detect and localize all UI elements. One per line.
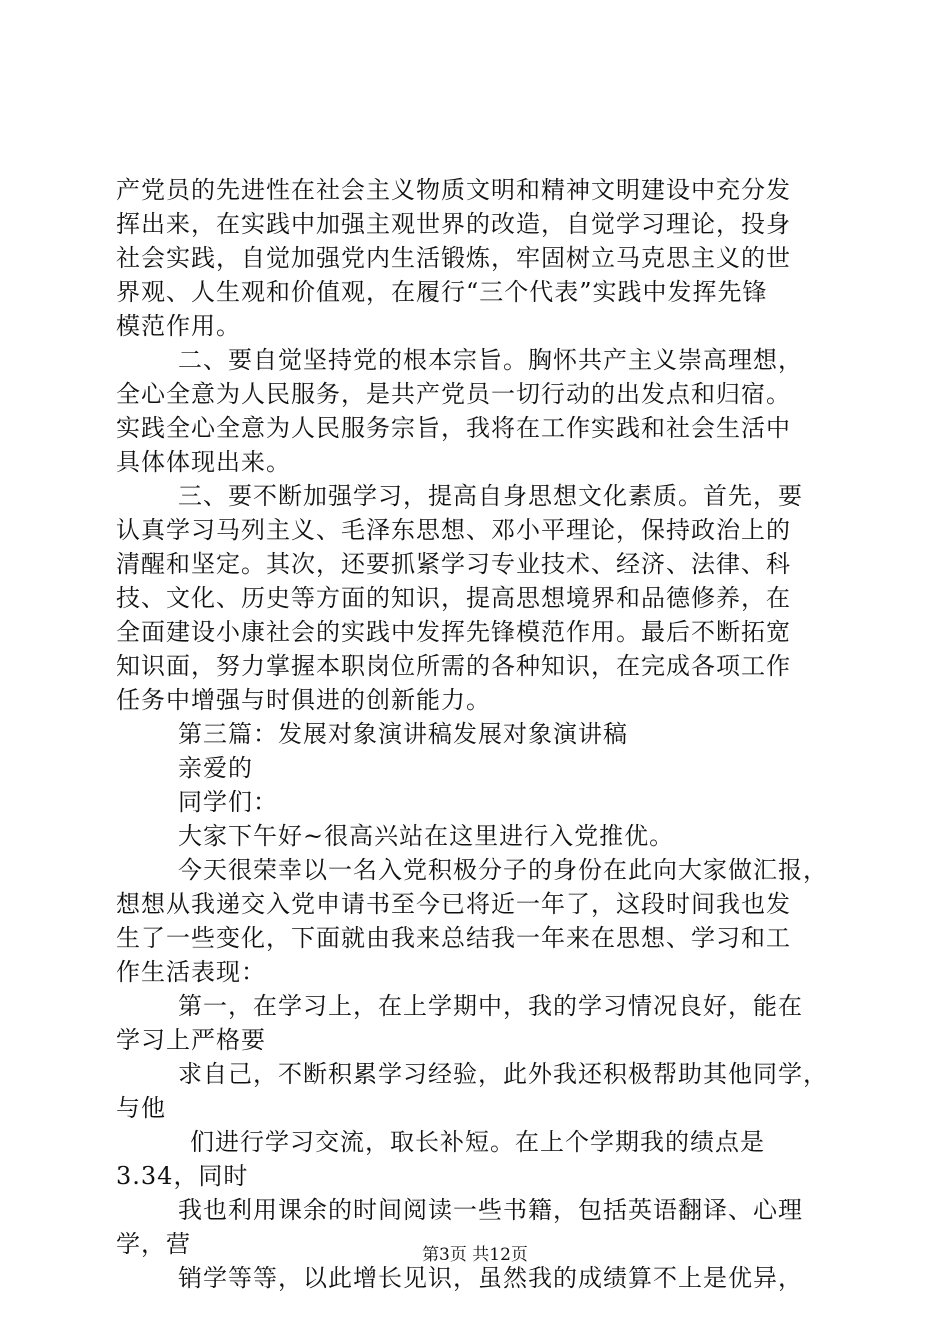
text-line: 模范作用。 — [116, 312, 241, 340]
text-line: 全面建设小康社会的实践中发挥先锋模范作用。最后不断拓宽 — [116, 618, 791, 646]
text-line: 界观、人生观和价值观，在履行“三个代表”实践中发挥先锋 — [116, 278, 768, 306]
greeting-line: 大家下午好~很高兴站在这里进行入党推优。 — [178, 822, 675, 850]
text-line: 产党员的先进性在社会主义物质文明和精神文明建设中充分发 — [116, 176, 791, 204]
paragraph-start: 第一，在学习上，在上学期中，我的学习情况良好，能在 — [178, 992, 803, 1020]
paragraph-start: 今天很荣幸以一名入党积极分子的身份在此向大家做汇报， — [178, 856, 828, 884]
text-line: 求自己，不断积累学习经验，此外我还积极帮助其他同学， — [178, 1060, 828, 1088]
text-line: 生了一些变化，下面就由我来总结我一年来在思想、学习和工 — [116, 924, 791, 952]
paragraph-start: 三、要不断加强学习，提高自身思想文化素质。首先，要 — [178, 482, 803, 510]
text-line: 学习上严格要 — [116, 1026, 266, 1054]
text-line: 技、文化、历史等方面的知识，提高思想境界和品德修养，在 — [116, 584, 791, 612]
text-line: 任务中增强与时俱进的创新能力。 — [116, 686, 491, 714]
text-line: 3.34，同时 — [116, 1162, 249, 1190]
text-line: 认真学习马列主义、毛泽东思想、邓小平理论，保持政治上的 — [116, 516, 791, 544]
section-heading: 第三篇：发展对象演讲稿发展对象演讲稿 — [178, 720, 628, 748]
text-line: 清醒和坚定。其次，还要抓紧学习专业技术、经济、法律、科 — [116, 550, 791, 578]
text-line: 们进行学习交流，取长补短。在上个学期我的绩点是 — [190, 1128, 765, 1156]
text-line: 挥出来，在实践中加强主观世界的改造，自觉学习理论，投身 — [116, 210, 791, 238]
text-line: 学，营 — [116, 1230, 191, 1258]
text-line: 作生活表现： — [116, 958, 266, 986]
text-line: 全心全意为人民服务，是共产党员一切行动的出发点和归宿。 — [116, 380, 791, 408]
page-footer: 第3页 共12页 — [422, 1245, 528, 1265]
text-line: 具体体现出来。 — [116, 448, 291, 476]
salutation: 亲爱的 — [178, 754, 253, 782]
body-text — [116, 173, 836, 1295]
text-line: 知识面，努力掌握本职岗位所需的各种知识，在完成各项工作 — [116, 652, 791, 680]
paragraph-start: 二、要自觉坚持党的根本宗旨。胸怀共产主义崇高理想， — [178, 346, 803, 374]
text-line: 销学等等，以此增长见识，虽然我的成绩算不上是优异， — [178, 1264, 803, 1292]
text-line: 想想从我递交入党申请书至今已将近一年了，这段时间我也发 — [116, 890, 791, 918]
text-line: 实践全心全意为人民服务宗旨，我将在工作实践和社会生活中 — [116, 414, 791, 442]
salutation: 同学们： — [178, 788, 278, 816]
text-line: 社会实践，自觉加强党内生活锻炼，牢固树立马克思主义的世 — [116, 244, 791, 272]
text-line: 与他 — [116, 1094, 166, 1122]
text-line: 我也利用课余的时间阅读一些书籍，包括英语翻译、心理 — [178, 1196, 803, 1224]
